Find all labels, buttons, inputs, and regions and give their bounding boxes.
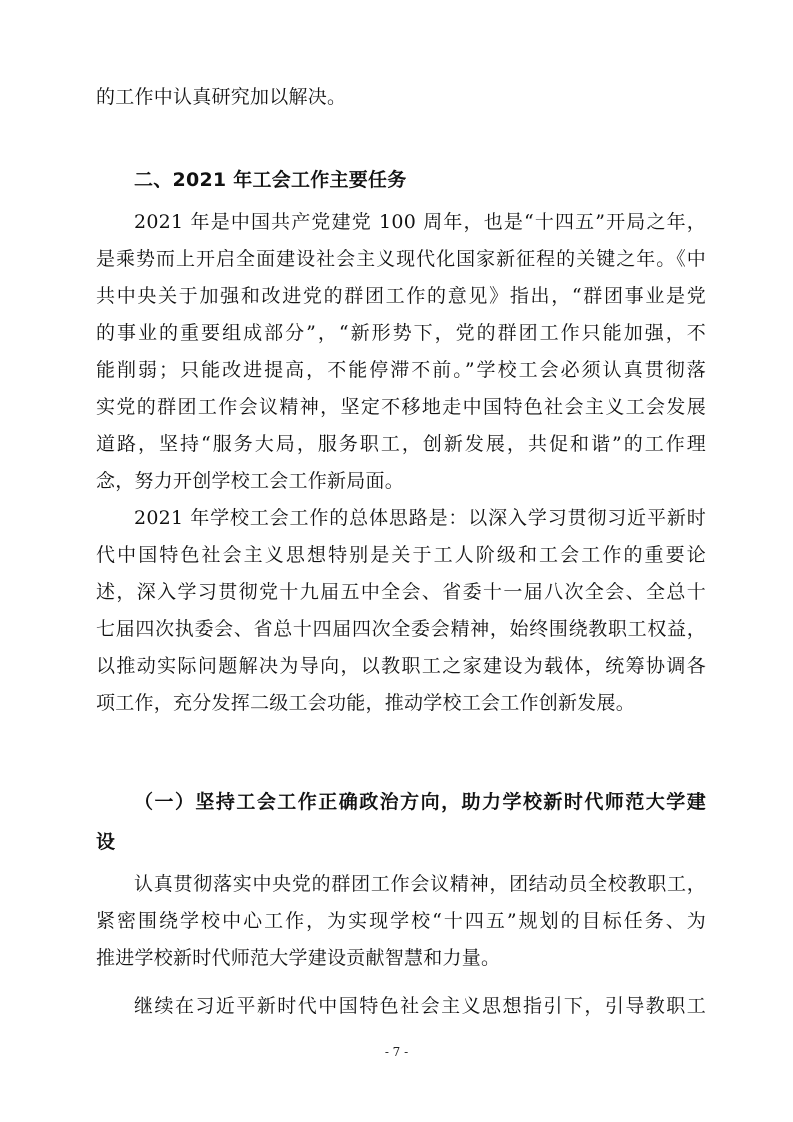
paragraph-line: 紧密围绕学校中心工作，为实现学校“十四五”规划的目标任务、为 [96,910,706,932]
paragraph-line: 2021 年学校工会工作的总体思路是：以深入学习贯彻习近平新时 [134,507,706,529]
paragraph-line: 推进学校新时代师范大学建设贡献智慧和力量。 [96,947,501,969]
paragraph-line: 继续在习近平新时代中国特色社会主义思想指引下，引导教职工 [134,995,706,1017]
paragraph-line: 代中国特色社会主义思想特别是关于工人阶级和工会工作的重要论 [96,544,706,566]
paragraph-line: 的事业的重要组成部分”，“新形势下，党的群团工作只能加强，不 [96,322,706,344]
section-heading: 二、2021 年工会工作主要任务 [134,169,407,191]
paragraph-line: 是乘势而上开启全面建设社会主义现代化国家新征程的关键之年。《中 [96,248,706,270]
paragraph-line: 七届四次执委会、省总十四届四次全委会精神，始终围绕教职工权益， [96,618,706,640]
paragraph-line: 共中央关于加强和改进党的群团工作的意见》指出，“群团事业是党 [96,285,706,307]
paragraph-tail: 的工作中认真研究加以解决。 [96,86,347,108]
paragraph-line: 认真贯彻落实中央党的群团工作会议精神，团结动员全校教职工， [134,873,706,895]
paragraph-line: 实党的群团工作会议精神，坚定不移地走中国特色社会主义工会发展 [96,396,706,418]
paragraph-line: 道路，坚持“服务大局，服务职工，创新发展，共促和谐”的工作理 [96,433,706,455]
page-number: - 7 - [384,1045,409,1059]
paragraph-line: 项工作，充分发挥二级工会功能，推动学校工会工作创新发展。 [96,692,636,714]
subsection-heading: （一）坚持工会工作正确政治方向，助力学校新时代师范大学建 [134,791,706,813]
paragraph-line: 念，努力开创学校工会工作新局面。 [96,470,405,492]
paragraph-line: 以推动实际问题解决为导向，以教职工之家建设为载体，统筹协调各 [96,655,706,677]
subsection-heading-continuation: 设 [96,831,116,853]
paragraph-line: 能削弱；只能改进提高，不能停滞不前。”学校工会必须认真贯彻落 [96,359,706,381]
paragraph-line: 述，深入学习贯彻党十九届五中全会、省委十一届八次全会、全总十 [96,581,706,603]
paragraph-line: 2021 年是中国共产党建党 100 周年，也是“十四五”开局之年， [134,211,706,233]
